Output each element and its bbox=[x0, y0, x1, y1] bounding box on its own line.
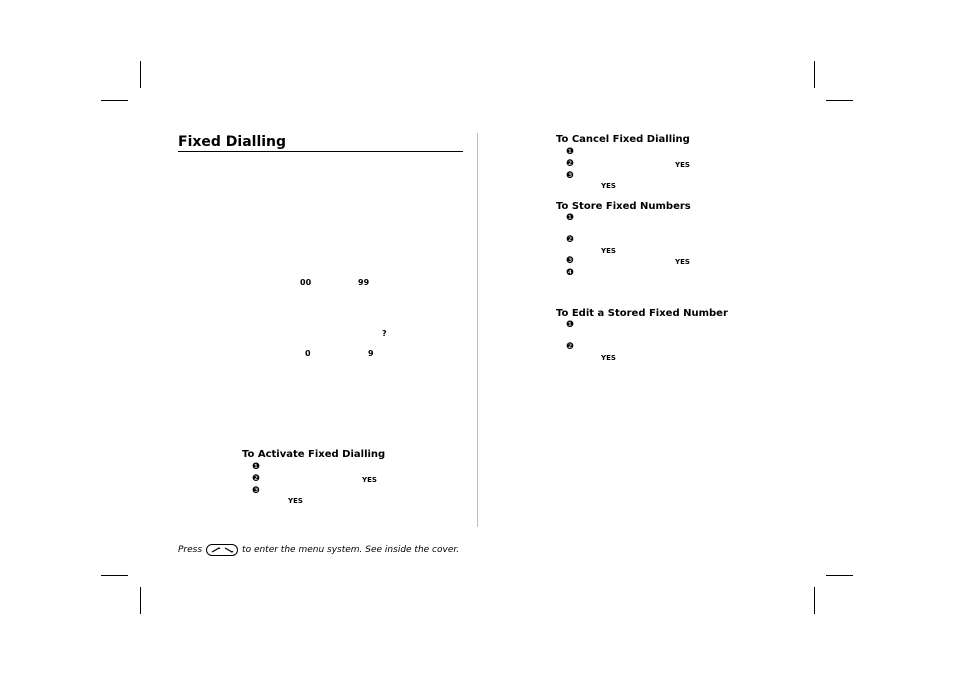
footer-note bbox=[178, 544, 459, 556]
yes-key-label: YES bbox=[362, 476, 377, 484]
range-end-value: 99 bbox=[358, 278, 370, 287]
step-1-bullet: ❶ bbox=[566, 147, 575, 157]
range-start-value: 00 bbox=[300, 278, 312, 287]
footer-text-before: Press bbox=[178, 545, 203, 555]
cancel-heading: To Cancel Fixed Dialling bbox=[556, 134, 690, 145]
footer-text-after: to enter the menu system. See inside the cover. bbox=[242, 545, 460, 555]
question-mark-value: ? bbox=[382, 329, 387, 338]
step-2-bullet: ❷ bbox=[252, 474, 261, 484]
yes-key-label: YES bbox=[601, 354, 616, 362]
step-3-bullet: ❸ bbox=[252, 486, 261, 496]
crop-mark bbox=[826, 575, 853, 576]
step-2-bullet: ❷ bbox=[566, 159, 575, 169]
yes-key-label: YES bbox=[675, 161, 690, 169]
step-1-bullet: ❶ bbox=[566, 213, 575, 223]
step-1-bullet: ❶ bbox=[252, 462, 261, 472]
edit-heading: To Edit a Stored Fixed Number bbox=[556, 308, 728, 319]
step-2-bullet: ❷ bbox=[566, 235, 575, 245]
column-divider bbox=[477, 133, 478, 527]
page-title: Fixed Dialling bbox=[178, 133, 463, 152]
crop-mark bbox=[101, 100, 128, 101]
crop-mark bbox=[826, 100, 853, 101]
step-4-bullet: ❹ bbox=[566, 268, 575, 278]
crop-mark bbox=[140, 61, 141, 88]
step-2-bullet: ❷ bbox=[566, 342, 575, 352]
step-3-bullet: ❸ bbox=[566, 171, 575, 181]
step-3-bullet: ❸ bbox=[566, 256, 575, 266]
crop-mark bbox=[814, 61, 815, 88]
store-heading: To Store Fixed Numbers bbox=[556, 201, 691, 212]
crop-mark bbox=[140, 587, 141, 614]
activate-heading: To Activate Fixed Dialling bbox=[242, 449, 386, 460]
step-1-bullet: ❶ bbox=[566, 320, 575, 330]
digit-start-value: 0 bbox=[305, 349, 311, 358]
crop-mark bbox=[814, 587, 815, 614]
menu-key-icon bbox=[206, 544, 238, 556]
crop-mark bbox=[101, 575, 128, 576]
yes-key-label: YES bbox=[675, 258, 690, 266]
yes-key-label: YES bbox=[601, 182, 616, 190]
yes-key-label: YES bbox=[288, 497, 303, 505]
digit-end-value: 9 bbox=[368, 349, 374, 358]
yes-key-label: YES bbox=[601, 247, 616, 255]
